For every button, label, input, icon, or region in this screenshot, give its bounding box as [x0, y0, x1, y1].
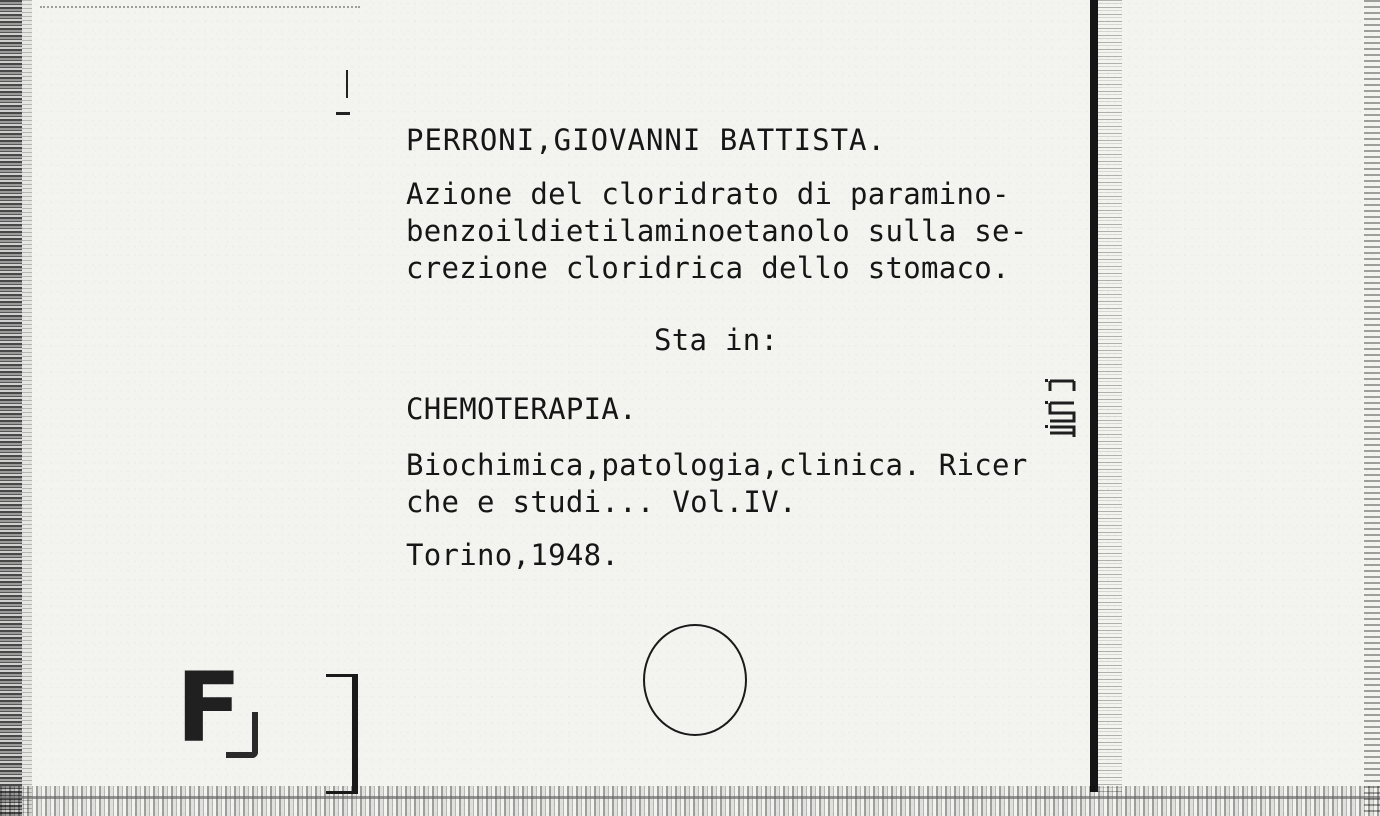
card-bottom-edge — [0, 786, 1380, 816]
card-bottom-line — [0, 796, 1380, 799]
journal-subtitle-block — [406, 447, 1028, 521]
journal-title: CHEMOTERAPIA. — [406, 392, 637, 426]
title-line: crezione cloridrica dello stomaco. — [406, 251, 1010, 285]
journal-subtitle-line: che e studi... Vol.IV. — [406, 485, 797, 519]
card-right-edge — [1364, 0, 1380, 816]
vertical-rule-noise — [1098, 0, 1122, 792]
small-tick — [346, 70, 348, 98]
title-line: benzoildietilaminoetanolo sulla se- — [406, 214, 1028, 248]
vertical-rule — [1090, 0, 1098, 792]
bracket-mark — [326, 674, 358, 794]
place-year: Torino,1948. — [406, 538, 620, 572]
journal-subtitle-line: Biochimica,patologia,clinica. Ricer — [406, 448, 1028, 482]
title-line: Azione del cloridrato di paramino- — [406, 177, 1010, 211]
card-left-edge-shadow — [22, 0, 32, 816]
card-left-edge — [0, 0, 22, 816]
title-block — [406, 176, 1028, 287]
sta-in-label: Sta in: — [654, 323, 779, 357]
top-edge-marks — [40, 0, 360, 8]
small-dash — [336, 112, 350, 115]
stamp-digits-icon — [1044, 375, 1090, 441]
author-heading: PERRONI,GIOVANNI BATTISTA. — [406, 123, 886, 157]
handwritten-mark — [226, 712, 258, 758]
vertical-stamp-number — [1012, 354, 1058, 420]
shelf-letter: F — [176, 652, 242, 764]
punch-hole — [643, 624, 747, 736]
